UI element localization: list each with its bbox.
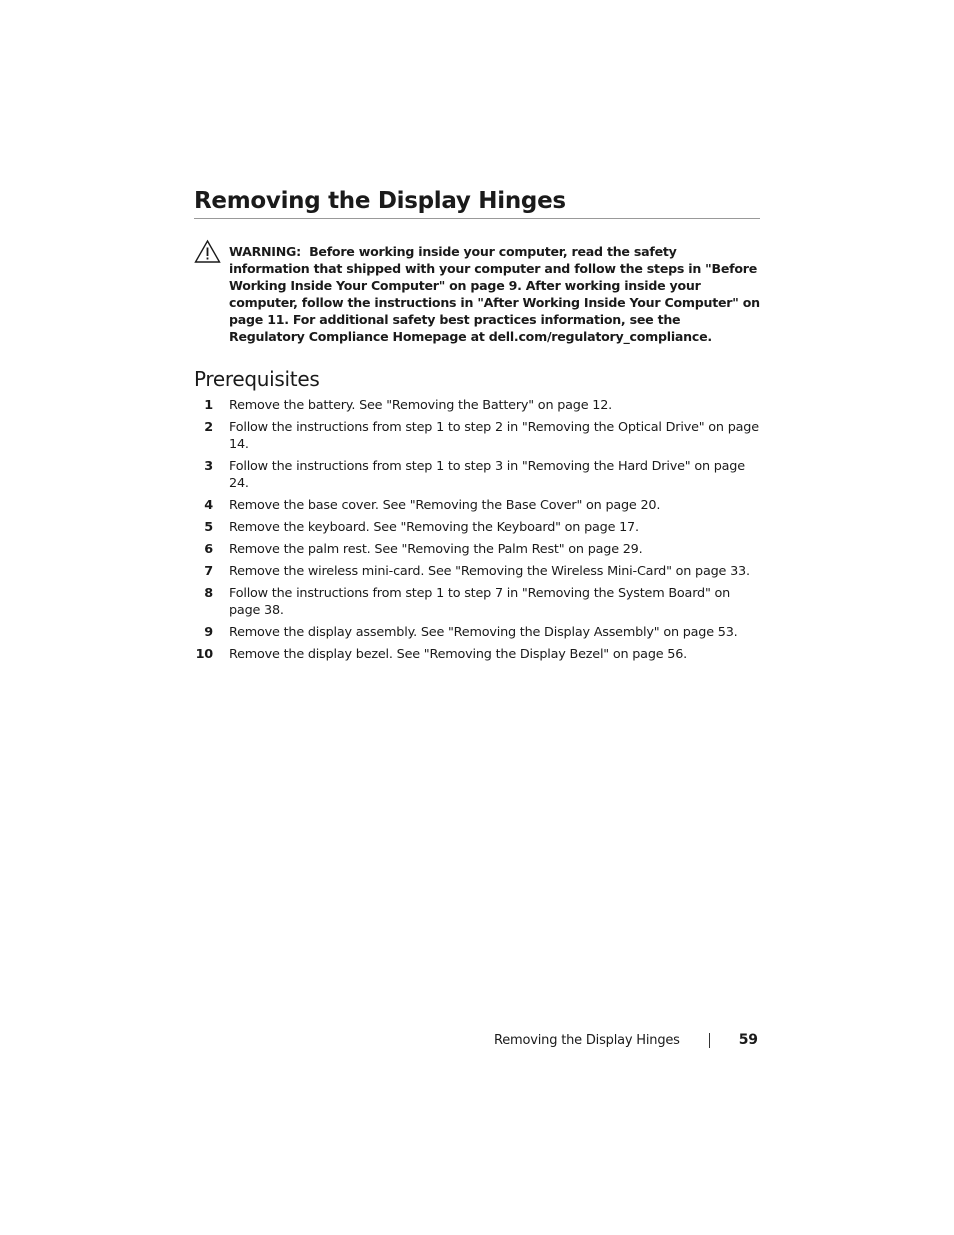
page-footer <box>494 1032 760 1048</box>
step-text: Follow the instructions from step 1 to step 3 in "Removing the Hard Drive" on page 24. <box>229 459 745 491</box>
prerequisites-heading: Prerequisites <box>194 367 320 391</box>
step-text: Remove the palm rest. See "Removing the Palm Rest" on page 29. <box>229 542 643 557</box>
list-item <box>194 541 760 558</box>
prerequisites-list <box>194 397 760 663</box>
step-number: 9 <box>204 625 213 640</box>
step-text: Follow the instructions from step 1 to step 7 in "Removing the System Board" on page 38. <box>229 586 731 618</box>
step-number: 5 <box>204 520 213 535</box>
step-number: 7 <box>204 564 213 579</box>
warning-block <box>194 243 760 345</box>
step-text: Remove the base cover. See "Removing the Base Cover" on page 20. <box>229 498 661 513</box>
step-number: 10 <box>195 647 213 662</box>
page-number: 59 <box>738 1032 758 1048</box>
step-text: Remove the keyboard. See "Removing the Keyboard" on page 17. <box>229 520 639 535</box>
list-item <box>194 419 760 453</box>
page-title: Removing the Display Hinges <box>194 188 760 219</box>
warning-text <box>229 243 760 345</box>
warning-label: WARNING: <box>229 244 301 259</box>
list-item <box>194 624 760 641</box>
footer-title: Removing the Display Hinges <box>494 1032 680 1048</box>
footer-divider <box>709 1033 710 1048</box>
step-text: Remove the wireless mini-card. See "Removing the Wireless Mini-Card" on page 33. <box>229 564 750 579</box>
step-text: Remove the battery. See "Removing the Battery" on page 12. <box>229 398 612 413</box>
step-text: Follow the instructions from step 1 to step 2 in "Removing the Optical Drive" on page 14. <box>229 420 759 452</box>
list-item <box>194 497 760 514</box>
list-item <box>194 646 760 663</box>
step-number: 1 <box>204 398 213 413</box>
list-item <box>194 519 760 536</box>
list-item <box>194 563 760 580</box>
list-item <box>194 585 760 619</box>
page-content <box>194 188 760 668</box>
list-item <box>194 397 760 414</box>
warning-triangle-icon <box>194 243 229 345</box>
step-number: 2 <box>204 420 213 435</box>
warning-body: Before working inside your computer, read the safety information that shipped with your computer and follow the steps in "Before Working Inside Your Computer" on page 9. After working inside your computer, follow the instructions in "After Working Inside Your Computer" on page 11. For additional safety best practices information, see the Regulatory Compliance Homepage at dell.com/regulatory_compliance. <box>229 244 760 344</box>
step-number: 3 <box>204 459 213 474</box>
step-text: Remove the display bezel. See "Removing the Display Bezel" on page 56. <box>229 647 688 662</box>
step-text: Remove the display assembly. See "Removing the Display Assembly" on page 53. <box>229 625 738 640</box>
step-number: 8 <box>204 586 213 601</box>
step-number: 6 <box>204 542 213 557</box>
step-number: 4 <box>204 498 213 513</box>
list-item <box>194 458 760 492</box>
